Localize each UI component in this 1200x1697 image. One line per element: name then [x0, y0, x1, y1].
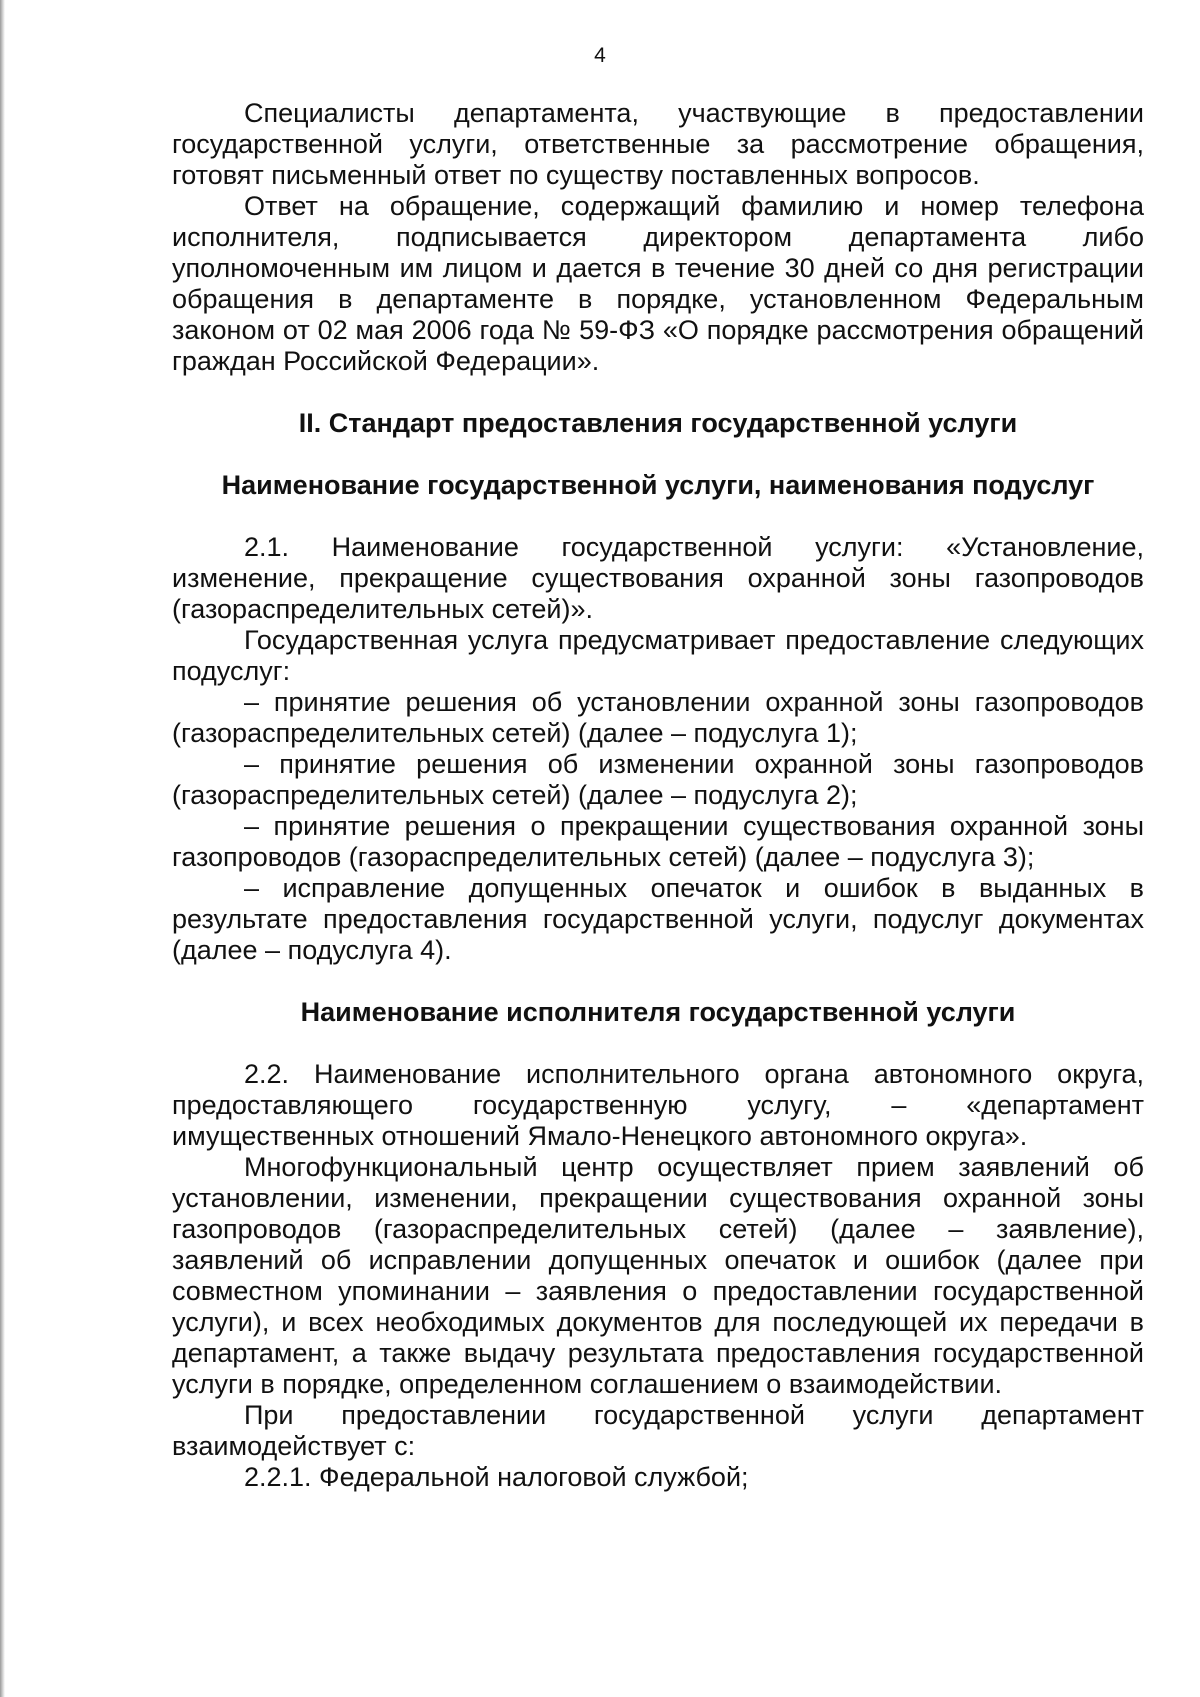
- spacer: [172, 501, 1144, 532]
- paragraph-subservices: Государственная услуга предусматривает предоставление следующих подуслуг:: [172, 625, 1144, 686]
- scan-page-edge: [0, 0, 5, 1697]
- spacer: [172, 1028, 1144, 1059]
- paragraph-2-1: 2.1. Наименование государственной услуги: «Установление, изменение, прекращение существования охранной зоны газопроводов (газораспределительных сетей)».: [172, 532, 1144, 624]
- paragraph-2-2-1: 2.2.1. Федеральной налоговой службой;: [244, 1462, 749, 1492]
- spacer: [172, 377, 1144, 408]
- list-item-subservice-3: – принятие решения о прекращении существования охранной зоны газопроводов (газораспределительных сетей) (далее – подуслуга 3);: [172, 811, 1144, 872]
- spacer: [172, 439, 1144, 470]
- paragraph-interaction: При предоставлении государственной услуги департамент взаимодействует с:: [172, 1400, 1144, 1461]
- paragraph-answer: Ответ на обращение, содержащий фамилию и номер телефона исполнителя, подписывается директором департамента либо уполномоченным им лицом и дается в течение 30 дней со дня регистрации обращения в департаменте в порядке, установленном Федеральным законом от 02 мая 2006 года № 59-ФЗ «О порядке рассмотрения обращений граждан Российской Федерации».: [172, 191, 1144, 376]
- page-number: 4: [594, 44, 606, 67]
- paragraph-mfc: Многофункциональный центр осуществляет прием заявлений об установлении, изменении, прекращении существования охранной зоны газопроводов (газораспределительных сетей) (далее – заявление), заявлений об исправлении допущенных опечаток и ошибок (далее при совместном упоминании – заявления о предоставлении государственной услуги), и всех необходимых документов для последующей их передачи в департамент, а также выдачу результата предоставления государственной услуги в порядке, определенном соглашением о взаимодействии.: [172, 1152, 1144, 1399]
- section-heading-standard: II. Стандарт предоставления государственной услуги: [298, 408, 1018, 438]
- list-item-subservice-1: – принятие решения об установлении охранной зоны газопроводов (газораспределительных сетей) (далее – подуслуга 1);: [172, 687, 1144, 748]
- spacer: [172, 966, 1144, 997]
- paragraph-specialists: Специалисты департамента, участвующие в предоставлении государственной услуги, ответственные за рассмотрение обращения, готовят письменный ответ по существу поставленных вопросов.: [172, 98, 1144, 190]
- subheading-executor: Наименование исполнителя государственной услуги: [300, 997, 1016, 1027]
- list-item-subservice-2: – принятие решения об изменении охранной зоны газопроводов (газораспределительных сетей) (далее – подуслуга 2);: [172, 749, 1144, 810]
- document-body: [172, 98, 1144, 1493]
- list-item-subservice-4: – исправление допущенных опечаток и ошибок в выданных в результате предоставления государственной услуги, подуслуг документах (далее – подуслуга 4).: [172, 873, 1144, 965]
- paragraph-2-2: 2.2. Наименование исполнительного органа автономного округа, предоставляющего государственную услугу, – «департамент имущественных отношений Ямало-Ненецкого автономного округа».: [172, 1059, 1144, 1151]
- subheading-service-name: Наименование государственной услуги, наименования подуслуг: [221, 470, 1095, 500]
